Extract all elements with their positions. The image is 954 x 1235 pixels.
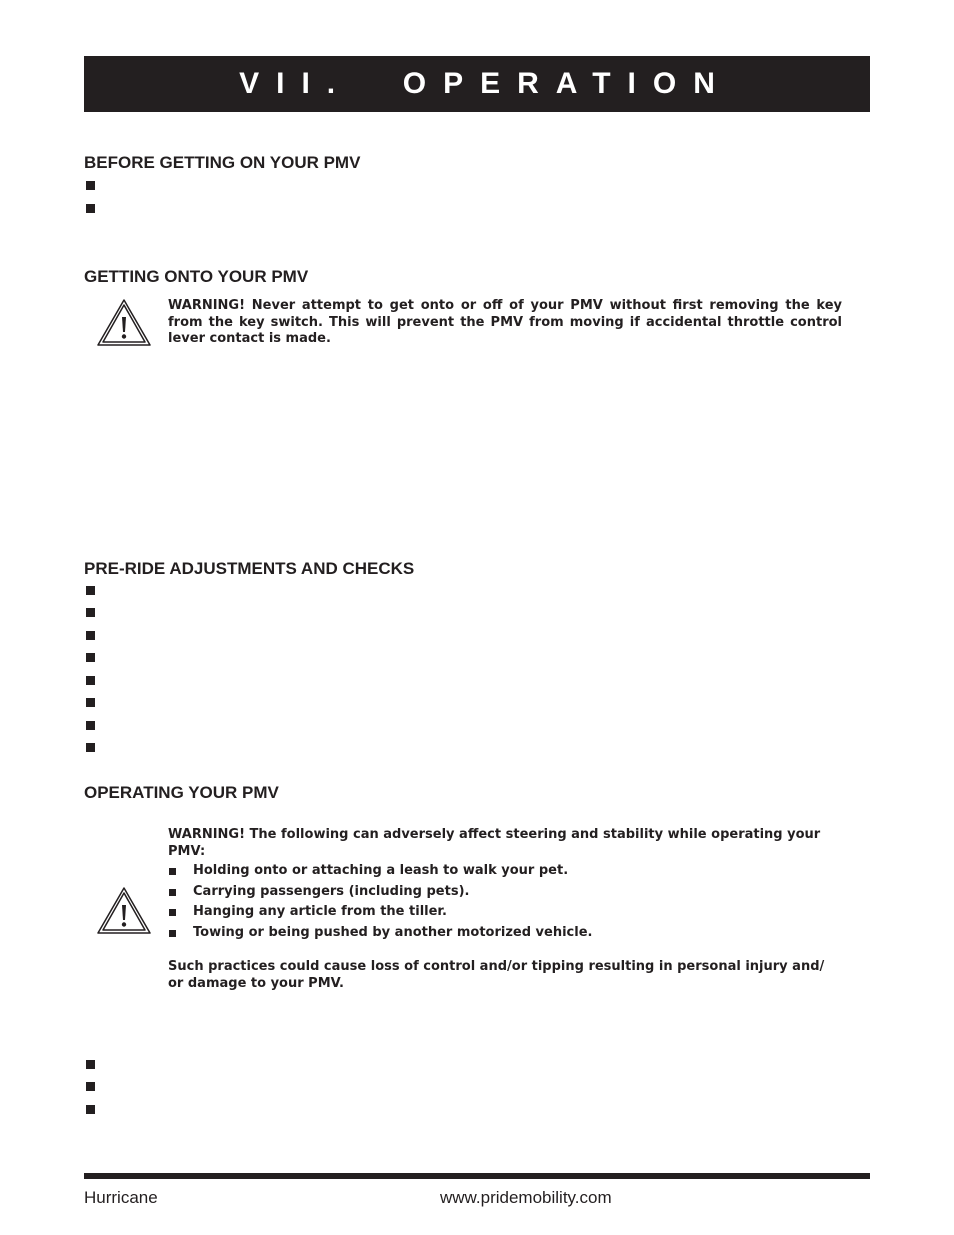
warning-list-item: Holding onto or attaching a leash to walk your pet. [168,861,592,882]
square-bullet-icon [86,204,95,213]
square-bullet-icon [86,698,95,707]
square-bullet-icon [86,631,95,640]
square-bullet-icon [169,909,176,916]
warning-list-item: Towing or being pushed by another motorized vehicle. [168,923,592,944]
section-title: VII. OPERATION [239,67,732,100]
square-bullet-icon [86,721,95,730]
heading-getting-onto: GETTING ONTO YOUR PMV [84,267,309,286]
section-banner [84,56,870,112]
square-bullet-icon [169,868,176,875]
square-bullet-icon [169,930,176,937]
heading-before-getting-on: BEFORE GETTING ON YOUR PMV [84,153,361,172]
square-bullet-icon [86,1060,95,1069]
warning-stability-list [168,861,592,943]
footer-rule [84,1173,870,1179]
footer-website: www.pridemobility.com [440,1188,612,1207]
heading-operating: OPERATING YOUR PMV [84,783,279,802]
square-bullet-icon [86,653,95,662]
square-bullet-icon [86,181,95,190]
square-bullet-icon [86,1082,95,1091]
footer-product-name: Hurricane [84,1188,158,1207]
heading-pre-ride-checks: PRE-RIDE ADJUSTMENTS AND CHECKS [84,559,415,578]
warning-triangle-icon [97,299,151,347]
square-bullet-icon [86,608,95,617]
square-bullet-icon [86,676,95,685]
warning-list-item: Hanging any article from the tiller. [168,902,592,923]
warning-key-switch: WARNING! Never attempt to get onto or off of your PMV without first removing the key from the key switch. This will prevent the PMV from moving if accidental throttle control lever contact is made. [168,298,842,346]
square-bullet-icon [86,586,95,595]
square-bullet-icon [86,743,95,752]
warning-stability-outro: Such practices could cause loss of control and/or tipping resulting in personal injury and/ or damage to your PMV. [168,959,825,991]
square-bullet-icon [169,889,176,896]
warning-list-item: Carrying passengers (including pets). [168,882,592,903]
warning-stability-intro: WARNING! The following can adversely affect steering and stability while operating your PMV: [168,827,821,859]
warning-triangle-icon [97,887,151,935]
square-bullet-icon [86,1105,95,1114]
